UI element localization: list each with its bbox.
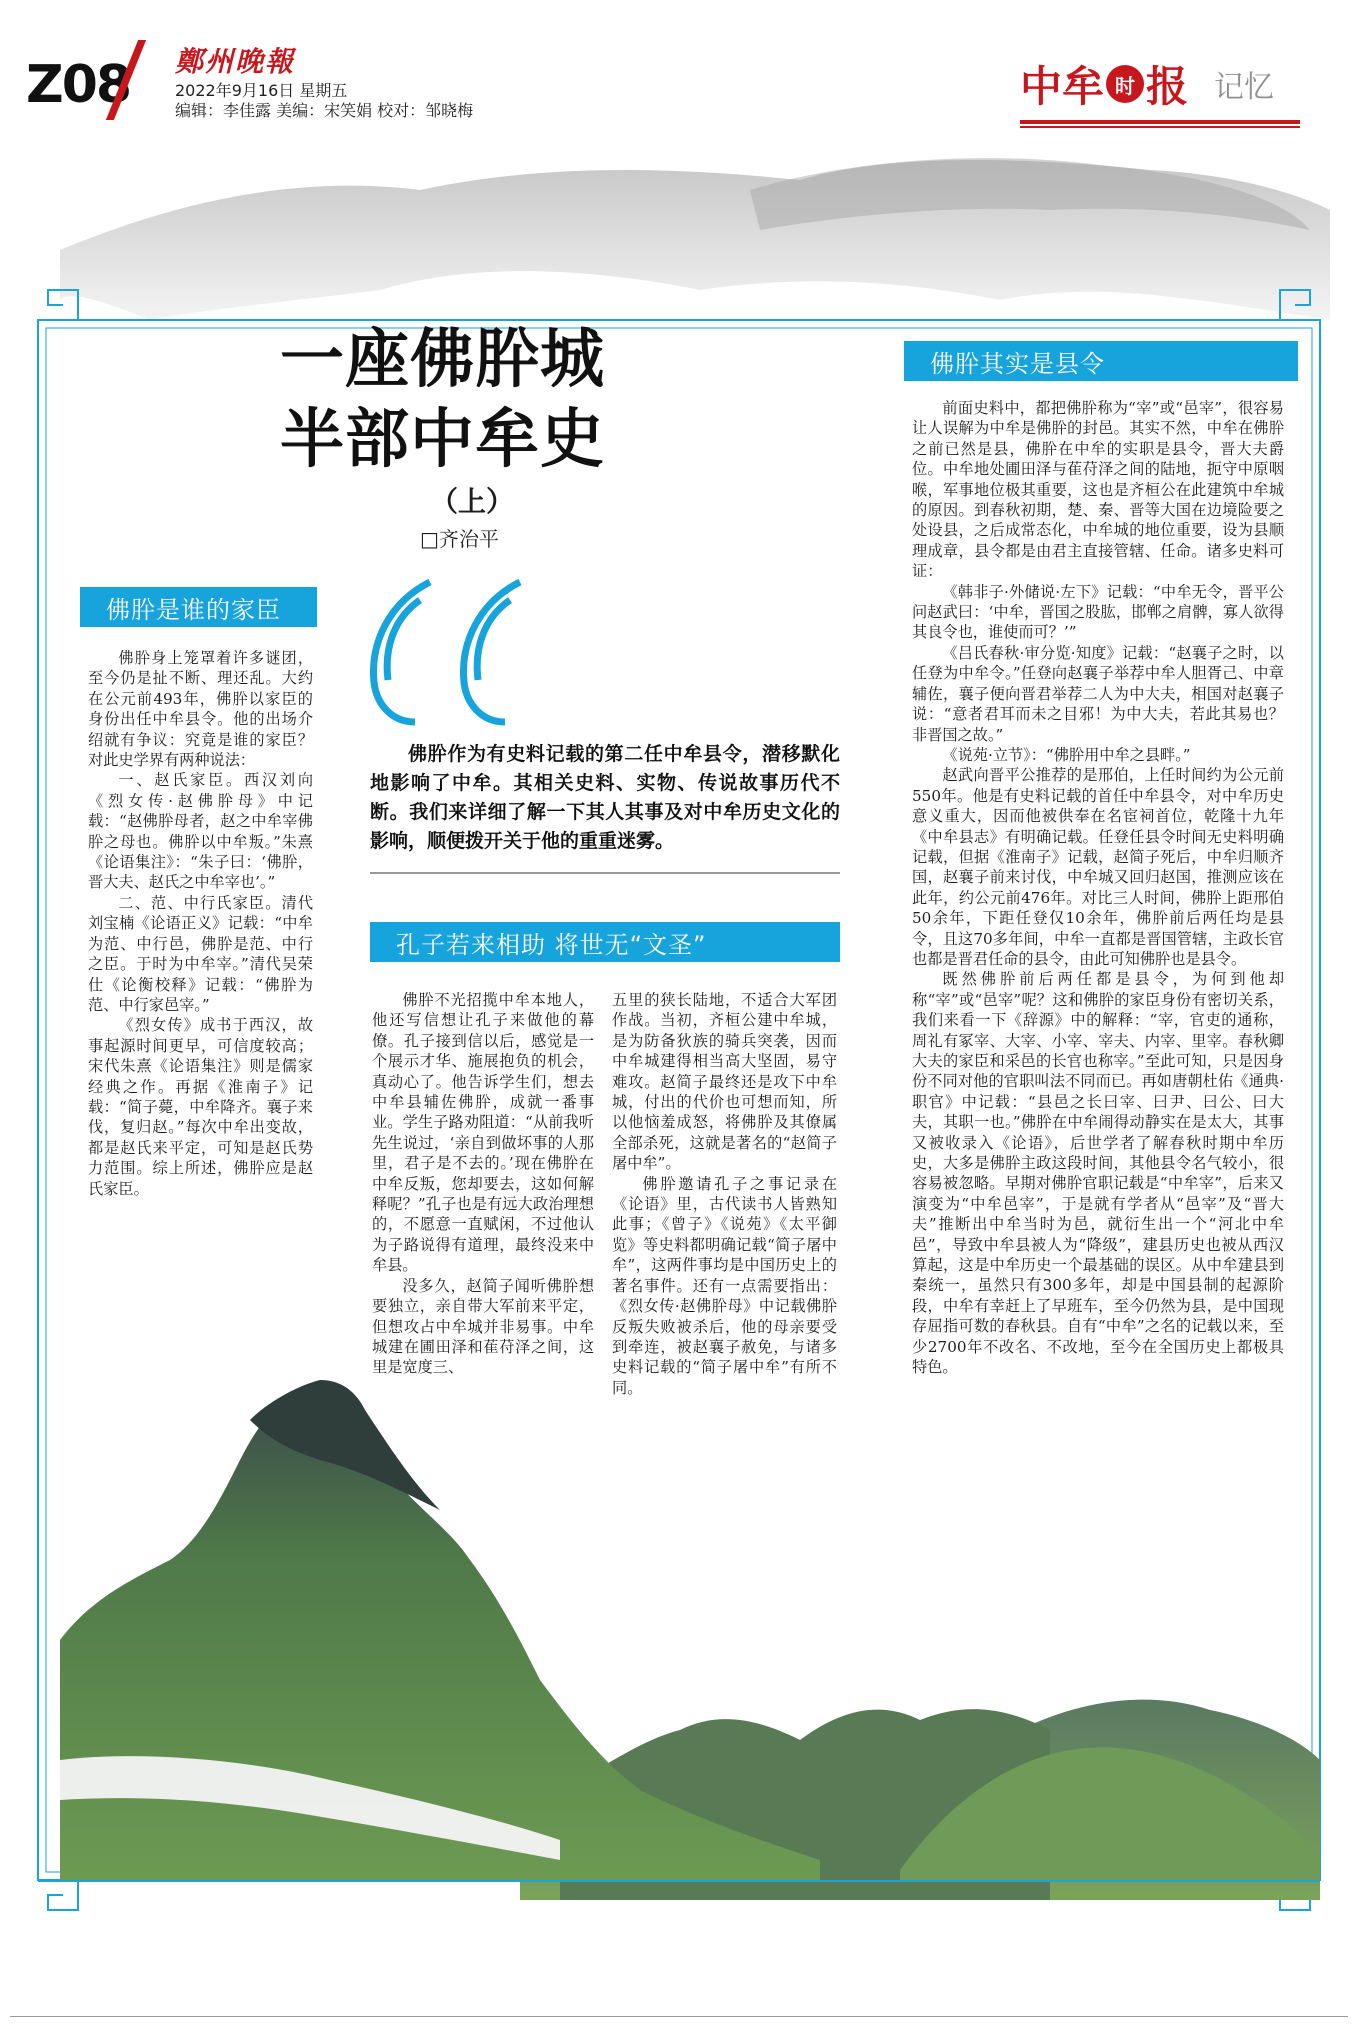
paragraph: 佛肸邀请孔子之事记录在《论语》里，古代读书人皆熟知此事；《曾子》《说苑》《太平御览》等史料都明确记载“简子屠中牟”，这两件事均是中国历史上的著名事件。还有一点需要指出：《烈女传·赵佛肸母》中记载佛肸反叛失败被杀后，他的母亲要受到牵连，被赵襄子赦免，与诸多史料记载的“简子屠中牟”有所不同。	[612, 1174, 837, 1397]
headline-line-2: 半部中牟史	[280, 403, 605, 477]
headline-line-1: 一座佛肸城	[280, 323, 605, 397]
byline: □齐治平	[420, 527, 499, 551]
section-3-column	[912, 398, 1284, 1378]
paragraph: 前面史料中，都把佛肸称为“宰”或“邑宰”，很容易让人误解为中牟是佛肸的封邑。其实不然，中牟在佛肸之前已然是县，佛肸在中牟的实职是县令，晋大夫爵位。中牟地处圃田泽与萑苻泽之间的陆地，扼守中原咽喉，军事地位极其重要，这也是齐桓公在此建筑中牟城的原因。到春秋初期，楚、秦、晋等大国在边境险要之处设县，之后成常态化，中牟城的地位重要，设为县顺理成章，县令都是由君主直接管辖、任命。诸多史料可证：	[912, 399, 1284, 581]
brand-rule	[1020, 120, 1300, 124]
paragraph: 佛肸身上笼罩着许多谜团，至今仍是扯不断、理还乱。大约在公元前493年，佛肸以家臣的身份出任中牟县令。他的出场介绍就有争议：究竟是谁的家臣？对此史学界有两种说法：	[88, 649, 313, 770]
paragraph: 二、范、中行氏家臣。清代刘宝楠《论语正义》记载：“中牟为范、中行邑，佛肸是范、中行之臣。于时为中牟宰。”清代吴荣仕《论衡校释》记载：“佛肸为范、中行家邑宰。”	[88, 893, 313, 1014]
brand-rule-thin	[1020, 126, 1300, 128]
section-heading-3: 佛肸其实是县令	[904, 341, 1298, 381]
paragraph: 一、赵氏家臣。西汉刘向《烈女传·赵佛肸母》中记载：“赵佛肸母者，赵之中牟宰佛肸之母也。佛肸以中牟叛。”朱熹《论语集注》：“朱子曰：‘佛肸，晋大夫、赵氏之中牟宰也’。”	[88, 771, 313, 892]
section-heading-1: 佛肸是谁的家臣	[80, 587, 317, 627]
headline-part-label: （上）	[430, 485, 515, 518]
newspaper-logo: 鄭州晚報	[175, 45, 296, 78]
section-heading-2: 孔子若来相助 将世无“文圣”	[370, 922, 840, 962]
section-2-column-2	[612, 990, 837, 1398]
editor-credits: 编辑：李佳露 美编：宋笑娟 校对：邹晓梅	[175, 101, 474, 120]
quote-mark-icon	[360, 572, 536, 732]
paragraph: 《烈女传》成书于西汉，故事起源时间更早，可信度较高；宋代朱熹《论语集注》则是儒家经典之作。再据《淮南子》记载：“简子薨，中牟降齐。襄子来伐，复归赵。”每次中牟出变故，都是赵氏来平定，可知是赵氏势力范围。综上所述，佛肸应是赵氏家臣。	[88, 1016, 313, 1198]
lead-divider	[370, 872, 840, 874]
page-number: Z08	[26, 55, 131, 115]
paragraph: 佛肸不光招揽中牟本地人，他还写信想让孔子来做他的幕僚。孔子接到信以后，感觉是一个展示才华、施展抱负的机会，真动心了。他告诉学生们，想去中牟县辅佐佛肸，成就一番事业。学生子路劝阻道：“从前我听先生说过，‘亲自到做坏事的人那里，君子是不去的。’现在佛肸在中牟反叛，您却要去，这如何解释呢？”孔子也是有远大政治理想的，不愿意一直赋闲，不过他认为子路说得有道理，最终没来中牟县。	[372, 991, 594, 1275]
section-brand	[1020, 56, 1274, 112]
article-lead	[370, 740, 840, 856]
page-bottom-rule	[10, 2016, 1348, 2017]
brand-text-left: 中牟	[1020, 62, 1105, 111]
paragraph: 《韩非子·外储说·左下》记载：“中牟无令，晋平公问赵武曰：‘中牟，晋国之股肱，邯郸之肩髀，寡人欲得其良令也，谁使而可？’”	[912, 582, 1284, 642]
section-name: 记忆	[1214, 70, 1275, 105]
paragraph: 既然佛肸前后两任都是县令，为何到他却称“宰”或“邑宰”呢？这和佛肸的家臣身份有密切关系，我们来看一下《辞源》中的解释：“宰，官吏的通称，周礼有冢宰、大宰、小宰、宰夫、内宰、里宰。春秋卿大夫的家臣和采邑的长官也称宰。”至此可知，只是因身份不同对他的官职叫法不同而已。再如唐朝杜佑《通典·职官》中记载：“县邑之长曰宰、曰尹、曰公、曰大夫，其职一也。”佛肸在中牟闹得动静实在是太大，其事又被收录入《论语》，后世学者了解春秋时期中牟历史，大多是佛肸主政这段时间，其他县令名气较小，很容易被忽略。早期对佛肸官职记载是“中牟宰”，后来又演变为“中牟邑宰”，于是就有学者从“邑宰”及“晋大夫”推断出中牟当时为邑，就衍生出一个“河北中牟邑”，导致中牟县被人为“降级”，建县历史也被从西汉算起，这是中牟历史一个最基础的误区。从中牟建县到秦统一，虽然只有300多年，却是中国县制的起源阶段，中牟有幸赶上了早班车，至今仍然为县，是中国现存屈指可数的春秋县。自有“中牟”之名的记载以来，至少2700年不改名、不改地，至今在全国历史上都极具特色。	[912, 970, 1284, 1377]
section-2-column-1	[372, 990, 594, 1378]
brand-circle-badge: 时	[1106, 65, 1144, 103]
brand-text-right: 报	[1146, 62, 1189, 111]
lead-text: 佛肸作为有史料记载的第二任中牟县令，潜移默化地影响了中牟。其相关史料、实物、传说故事历代不断。我们来详细了解一下其人其事及对中牟历史文化的影响，顺便拨开关于他的重重迷雾。	[370, 743, 840, 852]
article-headline	[280, 320, 680, 480]
page-header	[0, 0, 1358, 140]
paragraph: 赵武向晋平公推荐的是邢伯，上任时间约为公元前550年。他是有史料记载的首任中牟县令，对中牟历史意义重大，因而他被供奉在名宦祠首位，乾隆十九年《中牟县志》有明确记载。任登任县令时间无史料明确记载，但据《淮南子》记载，赵简子死后，中牟归顺齐国，赵襄子前来讨伐，中牟城又回归赵国，推测应该在此年，约公元前476年。对比三人时间，佛肸上距邢伯50余年，下距任登仅10余年，佛肸前后两任均是县令，且这70多年间，中牟一直都是晋国管辖，主政长官也都是晋君任命的县令，由此可知佛肸也是县令。	[912, 766, 1284, 968]
paragraph: 没多久，赵简子闻听佛肸想要独立，亲自带大军前来平定，但想攻占中牟城并非易事。中牟城建在圃田泽和萑苻泽之间，这里是宽度三、	[372, 1276, 594, 1377]
paragraph: 五里的狭长陆地，不适合大军团作战。当初，齐桓公建中牟城，是为防备狄族的骑兵突袭，因而中牟城建得相当高大坚固，易守难攻。赵简子最终还是攻下中牟城，付出的代价也可想而知，所以他恼羞成怒，将佛肸及其僚属全部杀死，这就是著名的“赵简子屠中牟”。	[612, 991, 837, 1173]
paragraph: 《说苑·立节》：“佛肸用中牟之县畔。”	[942, 745, 1191, 764]
paragraph: 《吕氏春秋·审分览·知度》记载：“赵襄子之时，以任登为中牟令。”任登向赵襄子举荐中牟人胆胥己、中章辅佐，襄子便向晋君举荐二人为中大夫，相国对赵襄子说：“意者君耳而未之目邪！为中大夫，若此其易也？非晋国之故。”	[912, 643, 1284, 744]
section-1-column	[88, 648, 313, 1199]
issue-date: 2022年9月16日 星期五	[175, 81, 348, 100]
